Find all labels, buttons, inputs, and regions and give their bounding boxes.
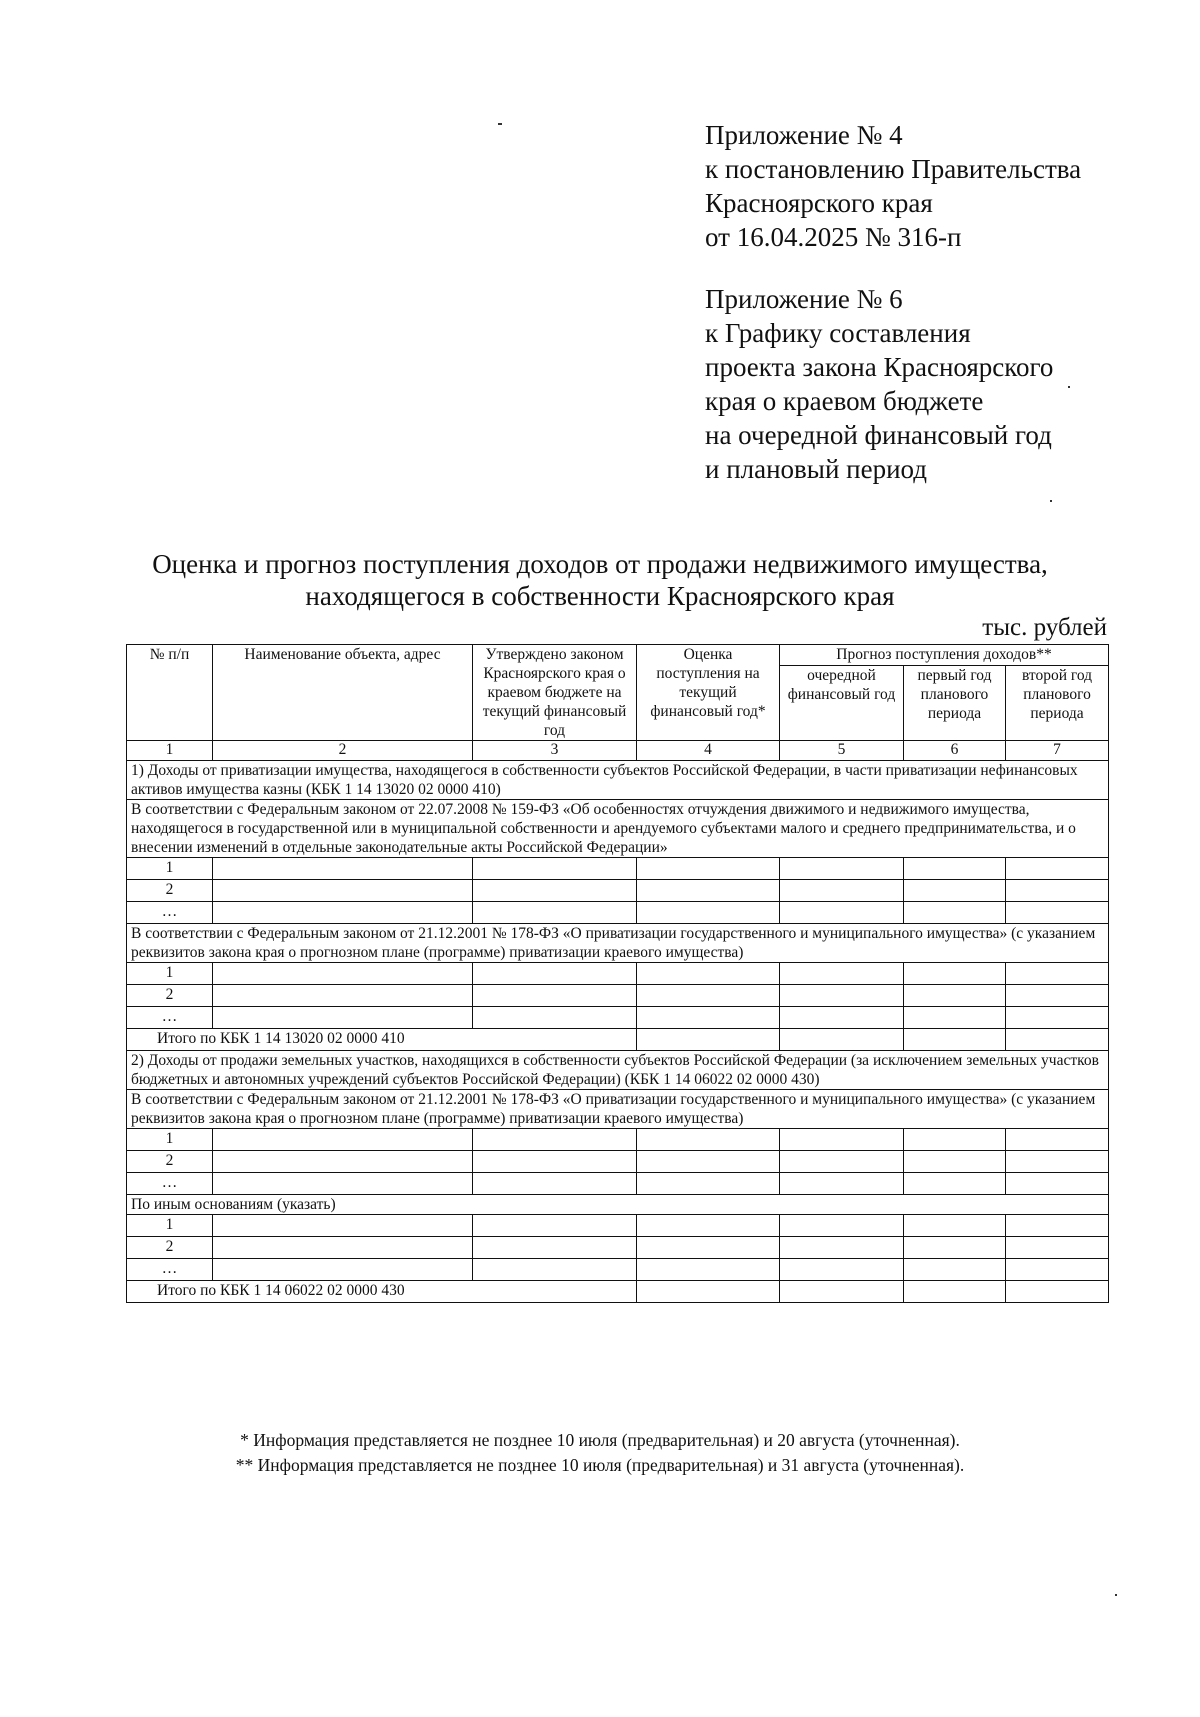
table-cell[interactable] — [780, 858, 904, 880]
appendix-4-line: от 16.04.2025 № 316-п — [705, 222, 962, 252]
scan-speck — [498, 123, 502, 125]
appendix-4-line: Красноярского края — [705, 188, 933, 218]
table-cell[interactable] — [473, 1173, 637, 1195]
table-cell[interactable] — [637, 1281, 780, 1303]
table-cell[interactable] — [904, 1151, 1006, 1173]
document-title-line-1: Оценка и прогноз поступления доходов от продажи недвижимого имущества, — [152, 549, 1048, 579]
table-cell[interactable] — [904, 1237, 1006, 1259]
appendix-6-block — [705, 282, 1053, 486]
table-row — [127, 1237, 1109, 1259]
row-number: 2 — [127, 1237, 213, 1259]
table-row — [127, 1129, 1109, 1151]
table-row — [127, 858, 1109, 880]
table-cell[interactable] — [780, 1237, 904, 1259]
table-row — [127, 1173, 1109, 1195]
table-cell[interactable] — [780, 985, 904, 1007]
table-cell[interactable] — [904, 963, 1006, 985]
table-cell[interactable] — [904, 1029, 1006, 1051]
table-row — [127, 902, 1109, 924]
table-cell[interactable] — [780, 880, 904, 902]
header-approved: Утверждено законом Красноярского края о краевом бюджете на текущий финансовый год — [473, 645, 637, 741]
table-cell[interactable] — [637, 1215, 780, 1237]
scan-speck — [1068, 386, 1070, 388]
table-cell[interactable] — [1006, 1151, 1109, 1173]
table-cell[interactable] — [637, 1007, 780, 1029]
table-cell[interactable] — [213, 963, 473, 985]
subsection-2-1-heading: В соответствии с Федеральным законом от 21.12.2001 № 178-ФЗ «О приватизации государственного и муниципального имущества» (с указанием реквизитов закона края о прогнозном плане (программе) приватизации краевого имущества) — [127, 1090, 1109, 1129]
header-forecast: Прогноз поступления доходов** — [780, 645, 1109, 666]
table-cell[interactable] — [473, 1007, 637, 1029]
subsection-1-1-heading: В соответствии с Федеральным законом от 22.07.2008 № 159-ФЗ «Об особенностях отчуждения движимого и недвижимого имущества, находящегося в государственной или в муниципальной собственности и арендуемого субъектами малого и среднего предпринимательства, и о внесении изменений в отдельные законодательные акты Российской Федерации» — [127, 800, 1109, 858]
row-number: 1 — [127, 1129, 213, 1151]
table-cell[interactable] — [904, 985, 1006, 1007]
appendix-4-line: Приложение № 4 — [705, 120, 903, 150]
table-cell[interactable] — [637, 880, 780, 902]
subsection-1-2-heading: В соответствии с Федеральным законом от 21.12.2001 № 178-ФЗ «О приватизации государственного и муниципального имущества» (с указанием реквизитов закона края о прогнозном плане (программе) приватизации краевого имущества) — [127, 924, 1109, 963]
table-cell[interactable] — [780, 963, 904, 985]
row-number: … — [127, 1259, 213, 1281]
table-cell[interactable] — [213, 880, 473, 902]
appendix-6-line: края о краевом бюджете — [705, 386, 984, 416]
table-cell[interactable] — [473, 963, 637, 985]
table-cell[interactable] — [1006, 858, 1109, 880]
table-row — [127, 985, 1109, 1007]
table-cell[interactable] — [1006, 1259, 1109, 1281]
header-plan-year-2: второй год планового периода — [1006, 666, 1109, 741]
header-next-year: очередной финансовый год — [780, 666, 904, 741]
column-number: 7 — [1006, 741, 1109, 761]
table-cell[interactable] — [1006, 1007, 1109, 1029]
table-cell[interactable] — [473, 1129, 637, 1151]
table-cell[interactable] — [780, 1151, 904, 1173]
table-cell[interactable] — [904, 880, 1006, 902]
table-cell[interactable] — [213, 1259, 473, 1281]
header-name: Наименование объекта, адрес — [213, 645, 473, 741]
table-cell[interactable] — [637, 1237, 780, 1259]
appendix-6-line: Приложение № 6 — [705, 284, 903, 314]
unit-label: тыс. рублей — [982, 614, 1107, 641]
table-cell[interactable] — [637, 1129, 780, 1151]
table-cell[interactable] — [780, 902, 904, 924]
subsection-2-2-heading: По иным основаниям (указать) — [127, 1195, 1109, 1215]
table-cell[interactable] — [1006, 985, 1109, 1007]
appendix-6-line: к Графику составления — [705, 318, 971, 348]
table-cell[interactable] — [1006, 1129, 1109, 1151]
revenue-table — [126, 644, 1109, 1303]
table-cell[interactable] — [213, 1237, 473, 1259]
table-cell[interactable] — [213, 1173, 473, 1195]
table-cell[interactable] — [213, 1151, 473, 1173]
column-number-row — [127, 741, 1109, 761]
table-cell[interactable] — [637, 963, 780, 985]
table-cell[interactable] — [213, 902, 473, 924]
table-cell[interactable] — [780, 1173, 904, 1195]
table-cell[interactable] — [213, 1129, 473, 1151]
header-plan-year-1: первый год планового периода — [904, 666, 1006, 741]
table-row — [127, 1259, 1109, 1281]
table-cell[interactable] — [473, 1151, 637, 1173]
table-cell[interactable] — [780, 1029, 904, 1051]
table-cell[interactable] — [213, 1007, 473, 1029]
footnote-1: * Информация представляется не позднее 10 июля (предварительная) и 20 августа (уточненная). — [240, 1430, 960, 1450]
table-cell[interactable] — [637, 1151, 780, 1173]
table-cell[interactable] — [473, 880, 637, 902]
table-cell[interactable] — [1006, 902, 1109, 924]
table-cell[interactable] — [473, 858, 637, 880]
total-row-1 — [127, 1029, 1109, 1051]
total-2-label: Итого по КБК 1 14 06022 02 0000 430 — [127, 1281, 637, 1303]
table-cell[interactable] — [473, 985, 637, 1007]
header-estimate: Оценка поступления на текущий финансовый год* — [637, 645, 780, 741]
table-cell[interactable] — [904, 902, 1006, 924]
table-cell[interactable] — [780, 1215, 904, 1237]
table-row — [127, 963, 1109, 985]
column-number: 3 — [473, 741, 637, 761]
table-cell[interactable] — [904, 1129, 1006, 1151]
header-num: № п/п — [127, 645, 213, 741]
table-cell[interactable] — [637, 985, 780, 1007]
row-number: 2 — [127, 880, 213, 902]
table-cell[interactable] — [780, 1007, 904, 1029]
column-number: 6 — [904, 741, 1006, 761]
table-row — [127, 880, 1109, 902]
table-cell[interactable] — [637, 1259, 780, 1281]
footnote-2: ** Информация представляется не позднее 10 июля (предварительная) и 31 августа (уточненная). — [235, 1455, 965, 1475]
table-cell[interactable] — [1006, 1215, 1109, 1237]
row-number: 1 — [127, 963, 213, 985]
table-cell[interactable] — [904, 1281, 1006, 1303]
table-cell[interactable] — [473, 902, 637, 924]
table-cell[interactable] — [637, 902, 780, 924]
section-2-heading: 2) Доходы от продажи земельных участков, находящихся в собственности субъектов Российской Федерации (за исключением земельных участков бюджетных и автономных учреждений субъектов Российской Федерации) (КБК 1 14 06022 02 0000 430) — [127, 1051, 1109, 1090]
document-title-line-2: находящегося в собственности Красноярского края — [305, 581, 895, 611]
table-cell[interactable] — [213, 1215, 473, 1237]
table-cell[interactable] — [1006, 1173, 1109, 1195]
table-row — [127, 1151, 1109, 1173]
appendix-4-block — [705, 118, 1081, 254]
row-number: 2 — [127, 985, 213, 1007]
table-cell[interactable] — [637, 858, 780, 880]
table-cell[interactable] — [1006, 1281, 1109, 1303]
row-number: … — [127, 902, 213, 924]
appendix-6-line: проекта закона Красноярского — [705, 352, 1054, 382]
appendix-6-line: и плановый период — [705, 454, 927, 484]
table-cell[interactable] — [637, 1173, 780, 1195]
total-1-label: Итого по КБК 1 14 13020 02 0000 410 — [127, 1029, 637, 1051]
table-cell[interactable] — [780, 1281, 904, 1303]
row-number: 1 — [127, 1215, 213, 1237]
footnotes — [0, 1428, 1200, 1478]
table-cell[interactable] — [473, 1237, 637, 1259]
section-1-heading: 1) Доходы от приватизации имущества, находящегося в собственности субъектов Российской Федерации, в части приватизации нефинансовых активов имущества казны (КБК 1 14 13020 02 0000 410) — [127, 761, 1109, 800]
scan-speck — [1050, 500, 1052, 502]
table-cell[interactable] — [780, 1259, 904, 1281]
table-cell[interactable] — [213, 858, 473, 880]
column-number: 5 — [780, 741, 904, 761]
appendix-4-line: к постановлению Правительства — [705, 154, 1082, 184]
table-cell[interactable] — [213, 985, 473, 1007]
column-number: 4 — [637, 741, 780, 761]
column-number: 1 — [127, 741, 213, 761]
appendix-6-line: на очередной финансовый год — [705, 420, 1052, 450]
table-cell[interactable] — [904, 1173, 1006, 1195]
column-number: 2 — [213, 741, 473, 761]
row-number: 2 — [127, 1151, 213, 1173]
table-cell[interactable] — [904, 1259, 1006, 1281]
row-number: … — [127, 1007, 213, 1029]
scan-speck — [1115, 1594, 1117, 1596]
table-cell[interactable] — [904, 1215, 1006, 1237]
table-cell[interactable] — [904, 1007, 1006, 1029]
table-cell[interactable] — [780, 1129, 904, 1151]
row-number: 1 — [127, 858, 213, 880]
document-title — [100, 548, 1100, 612]
row-number: … — [127, 1173, 213, 1195]
table-cell[interactable] — [473, 1215, 637, 1237]
table-cell[interactable] — [1006, 963, 1109, 985]
table-cell[interactable] — [1006, 1029, 1109, 1051]
table-row — [127, 1007, 1109, 1029]
table-cell[interactable] — [904, 858, 1006, 880]
table-cell[interactable] — [1006, 880, 1109, 902]
table-row — [127, 1215, 1109, 1237]
table-cell[interactable] — [473, 1259, 637, 1281]
total-row-2 — [127, 1281, 1109, 1303]
table-cell[interactable] — [1006, 1237, 1109, 1259]
table-cell[interactable] — [637, 1029, 780, 1051]
